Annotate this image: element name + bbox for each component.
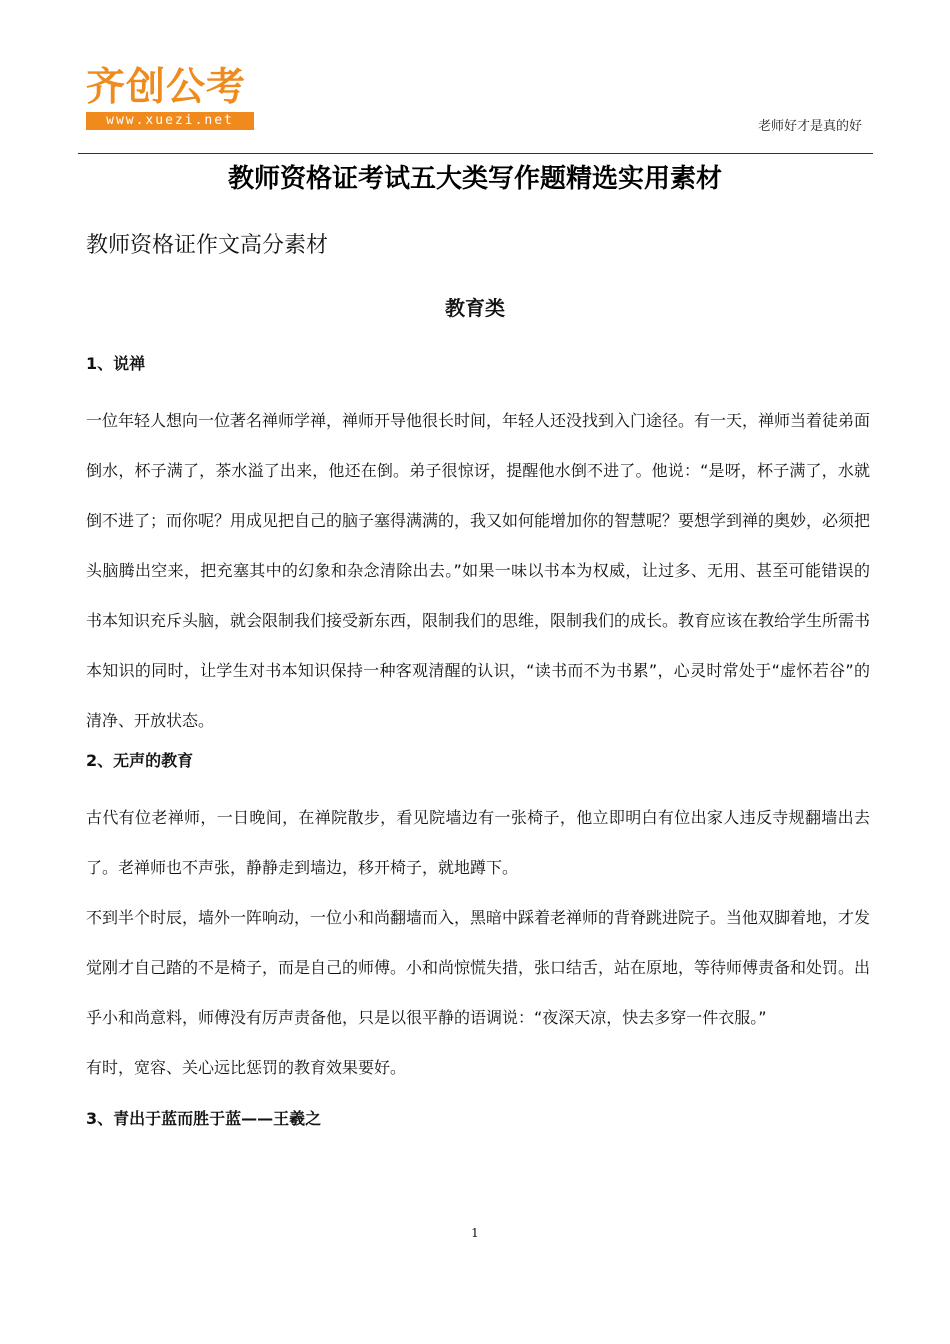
item-heading-3: 3、青出于蓝而胜于蓝——王羲之 [86,1109,322,1128]
item-heading-2: 2、无声的教育 [86,751,194,770]
item-2-paragraph-2: 不到半个时辰，墙外一阵响动，一位小和尚翻墙而入，黑暗中踩着老禅师的背脊跳进院子。当他双脚着地，才发觉刚才自己踏的不是椅子，而是自己的师傅。小和尚惊慌失措，张口结舌，站在原地，等待师傅责备和处罚。出乎小和尚意料，师傅没有厉声责备他，只是以很平静的语调说：“夜深天凉，快去多穿一件衣服。” [86,908,871,1027]
item-2-paragraph-1: 古代有位老禅师，一日晚间，在禅院散步，看见院墙边有一张椅子，他立即明白有位出家人违反寺规翻墙出去了。老禅师也不声张，静静走到墙边，移开椅子，就地蹲下。 [86,808,870,877]
header-divider [78,153,873,154]
logo [86,66,256,132]
item-1-paragraph-1: 一位年轻人想向一位著名禅师学禅，禅师开导他很长时间，年轻人还没找到入门途径。有一天，禅师当着徒弟面倒水，杯子满了，茶水溢了出来，他还在倒。弟子很惊讶，提醒他水倒不进了。他说：“是呀，杯子满了，水就倒不进了；而你呢？用成见把自己的脑子塞得满满的，我又如何能增加你的智慧呢？要想学到禅的奥妙，必须把头脑腾出空来，把充塞其中的幻象和杂念清除出去。”如果一味以书本为权威，让过多、无用、甚至可能错误的书本知识充斥头脑，就会限制我们接受新东西，限制我们的思维，限制我们的成长。教育应该在教给学生所需书本知识的同时，让学生对书本知识保持一种客观清醒的认识，“读书而不为书累”，心灵时常处于“虚怀若谷”的清净、开放状态。 [86,411,871,730]
page-number: 1 [471,1226,479,1240]
logo-text: 齐创公考 [86,65,247,110]
item-heading-1: 1、说禅 [86,354,146,373]
document-subtitle: 教师资格证作文高分素材 [86,233,329,258]
header-slogan: 老师好才是真的好 [757,119,862,134]
logo-url: www.xuezi.net [86,112,254,130]
document-title: 教师资格证考试五大类写作题精选实用素材 [227,164,722,194]
section-heading: 教育类 [445,296,505,320]
document-body [86,347,870,1136]
item-2-paragraph-3: 有时，宽容、关心远比惩罚的教育效果要好。 [86,1058,407,1077]
